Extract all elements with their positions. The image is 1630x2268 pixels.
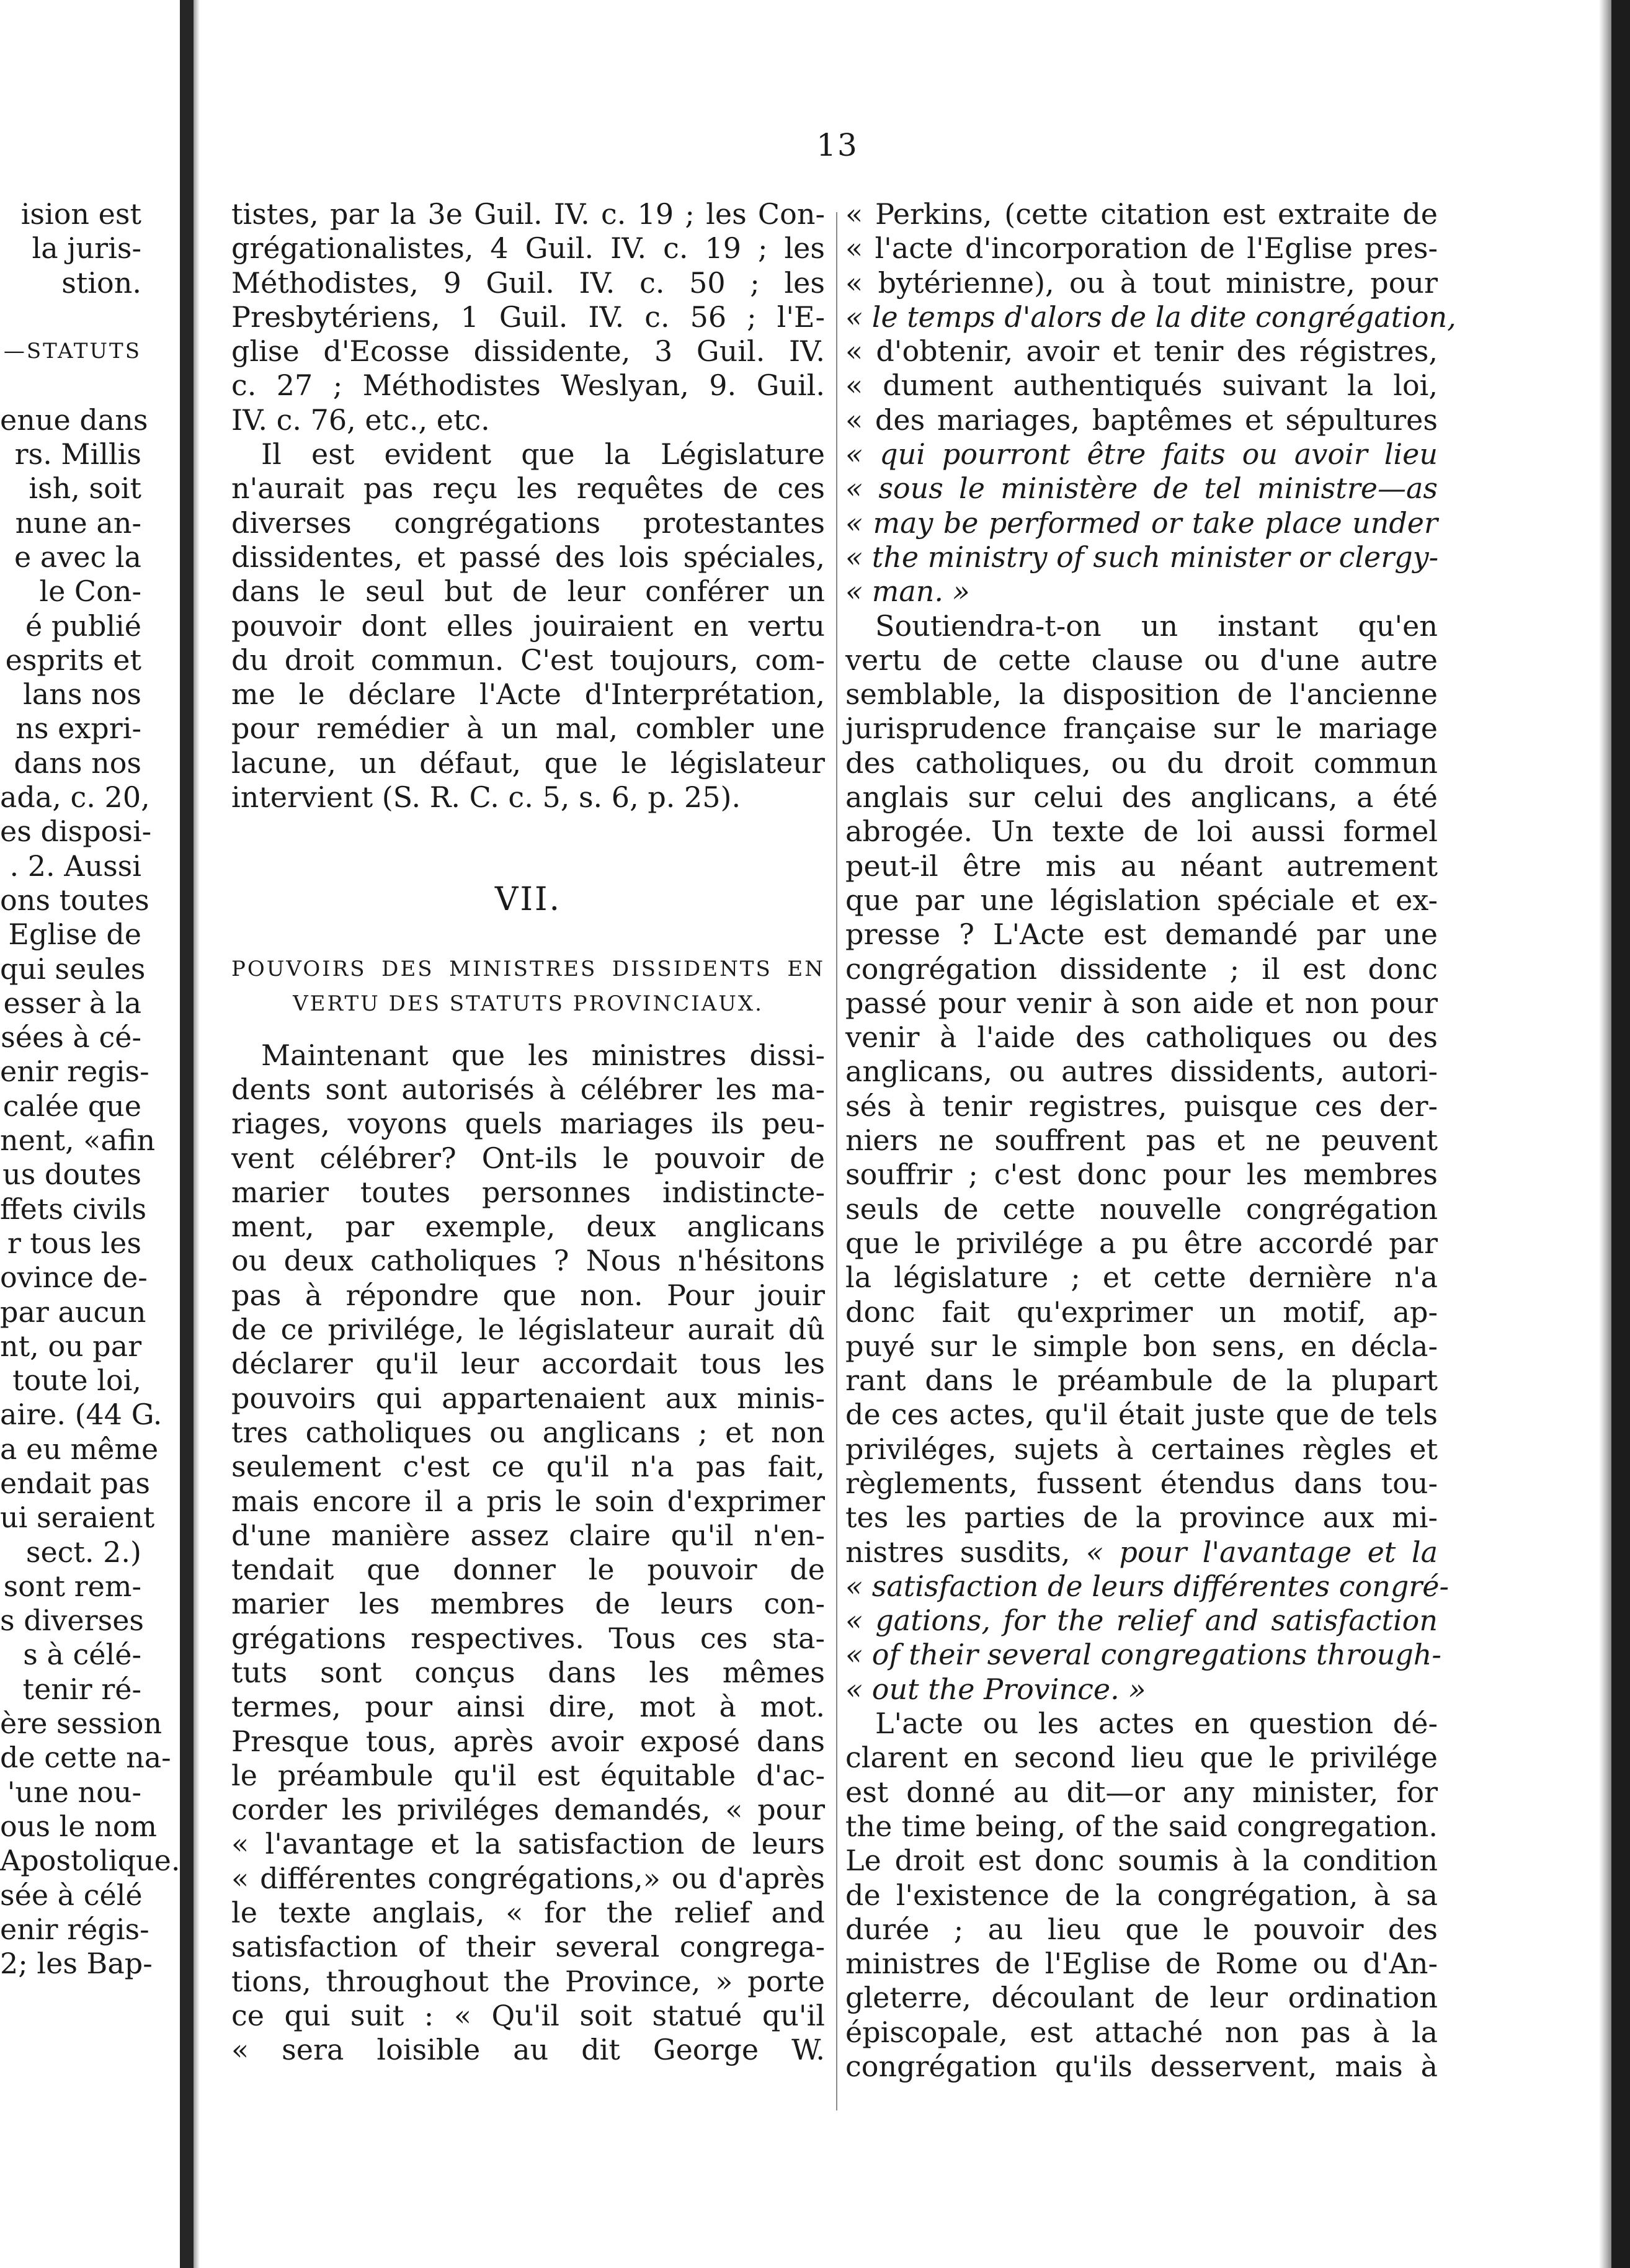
text-line: semblable, la disposition de l'ancienne xyxy=(845,677,1438,712)
text-line: passé pour venir à son aide et non pour xyxy=(845,986,1438,1020)
text-line: « des mariages, baptêmes et sépultures xyxy=(845,403,1438,437)
fragment-line: a eu même xyxy=(0,1432,159,1466)
text-line: Presque tous, après avoir exposé dans xyxy=(231,1724,825,1758)
fragment-line: par aucun xyxy=(0,1295,146,1329)
text-line: lacune, un défaut, que le législateur xyxy=(231,746,825,780)
page-right-edge xyxy=(1611,0,1630,2268)
fragment-line xyxy=(0,368,141,403)
text-line: épiscopale, est attaché non pas à la xyxy=(845,2015,1438,2049)
right-paragraph-3 xyxy=(845,1707,1438,2084)
right-column xyxy=(845,197,1456,2084)
fragment-line: nt, ou par xyxy=(0,1329,142,1363)
text-line: diverses congrégations protestantes xyxy=(231,506,825,540)
text-line: sés à tenir registres, puisque ces der- xyxy=(845,1089,1438,1123)
text-line: du droit commun. C'est toujours, com- xyxy=(231,643,825,677)
text-line: Le droit est donc soumis à la condition xyxy=(845,1844,1438,1878)
text-line: n'aurait pas reçu les requêtes de ces xyxy=(231,471,825,506)
fragment-line: toute loi, xyxy=(12,1364,141,1398)
text-line: pas à répondre que non. Pour jouir xyxy=(231,1278,825,1312)
text-line: Méthodistes, 9 Guil. IV. c. 50 ; les xyxy=(231,266,825,300)
text-line: congrégation qu'ils desservent, mais à xyxy=(845,2050,1438,2084)
text-line: « sera loisible au dit George W. xyxy=(231,2033,825,2067)
fragment-line: ns expri- xyxy=(16,712,141,746)
text-line: de ces actes, qu'il était juste que de tels xyxy=(845,1398,1438,1432)
text-line: « le temps d'alors de la dite congrégation, xyxy=(845,300,1456,334)
text-line: vertu de cette clause ou d'une autre xyxy=(845,643,1438,677)
fragment-line: . 2. Aussi xyxy=(9,849,141,883)
fragment-line: ons toutes xyxy=(0,883,149,917)
text-line: « bytérienne), ou à tout ministre, pour xyxy=(845,266,1438,300)
text-line: ministres de l'Eglise de Rome ou d'An- xyxy=(845,1947,1438,1981)
text-line: glise d'Ecosse dissidente, 3 Guil. IV. xyxy=(231,334,825,368)
text-line: souffrir ; c'est donc pour les membres xyxy=(845,1158,1438,1192)
text-line: ou deux catholiques ? Nous n'hésitons xyxy=(231,1244,825,1278)
text-line: « satisfaction de leurs différentes congré- xyxy=(845,1569,1450,1603)
text-line: durée ; au lieu que le pouvoir des xyxy=(845,1912,1438,1946)
text-line: dents sont autorisés à célébrer les ma- xyxy=(231,1072,825,1106)
fragment-line: le Con- xyxy=(39,574,141,609)
fragment-line: é publié xyxy=(25,609,141,643)
text-line: vent célébrer? Ont-ils le pouvoir de xyxy=(231,1141,825,1175)
right-paragraph-2-quote xyxy=(845,1535,1450,1707)
text-line: pouvoirs qui appartenaient aux minis- xyxy=(231,1381,825,1415)
fragment-line: sect. 2.) xyxy=(25,1535,141,1569)
fragment-line: ada, c. 20, xyxy=(0,780,150,815)
left-paragraph-2 xyxy=(231,437,825,815)
text-line: « dument authentiqués suivant la loi, xyxy=(845,368,1438,403)
text-line: seuls de cette nouvelle congrégation xyxy=(845,1192,1438,1226)
text-line: Presbytériens, 1 Guil. IV. c. 56 ; l'E- xyxy=(231,300,825,334)
text-line: « l'acte d'incorporation de l'Eglise pres- xyxy=(845,231,1438,266)
text-line: IV. c. 76, etc., etc. xyxy=(231,403,490,437)
text-line: puyé sur le simple bon sens, en décla- xyxy=(845,1329,1438,1363)
text-line: niers ne souffrent pas et ne peuvent xyxy=(845,1123,1438,1158)
fragment-line: sées à cé- xyxy=(1,1020,141,1055)
text-line: « qui pourront être faits ou avoir lieu xyxy=(845,437,1438,471)
text-line: seulement c'est ce qu'il n'a pas fait, xyxy=(231,1450,825,1484)
text-line: intervient (S. R. C. c. 5, s. 6, p. 25). xyxy=(231,780,741,815)
fragment-line: r tous les xyxy=(7,1226,141,1260)
text-line: gleterre, découlant de leur ordination xyxy=(845,1981,1438,2015)
fragment-line: ui seraient xyxy=(0,1501,155,1535)
text-line: tres catholiques ou anglicans ; et non xyxy=(231,1415,825,1449)
left-paragraph-1 xyxy=(231,197,825,437)
text-line: pouvoir dont elles jouiraient en vertu xyxy=(231,609,825,643)
text-line: clarent en second lieu que le privilége xyxy=(845,1741,1438,1775)
section-heading: POUVOIRS DES MINISTRES DISSIDENTS EN xyxy=(231,956,825,981)
fragment-line: ous le nom xyxy=(0,1809,158,1843)
fragment-line: qui seules xyxy=(0,952,146,986)
text-line: venir à l'aide des catholiques ou des xyxy=(845,1020,1438,1055)
left-paragraph-3 xyxy=(231,1038,825,2068)
text-line: donc fait qu'exprimer un motif, ap- xyxy=(845,1295,1438,1329)
fragment-line: calée que xyxy=(2,1089,141,1123)
fragment-line: es disposi- xyxy=(0,815,152,849)
text-line: de l'existence de la congrégation, à sa xyxy=(845,1878,1438,1912)
text-line: tions, throughout the Province, » porte xyxy=(231,1964,825,1998)
fragment-line: tenir ré- xyxy=(22,1672,141,1706)
text-line: ment, par exemple, deux anglicans xyxy=(231,1210,825,1244)
text-line: d'une manière assez claire qu'il n'en- xyxy=(231,1518,825,1552)
text-line: dans le seul but de leur conférer un xyxy=(231,574,825,609)
fragment-line: de cette na- xyxy=(0,1741,171,1775)
text-line: c. 27 ; Méthodistes Weslyan, 9. Guil. xyxy=(231,368,825,403)
text-line: jurisprudence française sur le mariage xyxy=(845,712,1438,746)
fragment-line xyxy=(0,300,141,334)
fragment-line: sont rem- xyxy=(3,1569,141,1603)
text-line: grégations respectives. Tous ces sta- xyxy=(231,1621,825,1655)
text-line: le texte anglais, « for the relief and xyxy=(231,1896,825,1930)
text-line: pour remédier à un mal, combler une xyxy=(231,712,825,746)
text-line: presse ? L'Acte est demandé par une xyxy=(845,917,1438,952)
text-line: « sous le ministère de tel ministre—as xyxy=(845,471,1438,506)
text-line: est donné au dit—or any minister, for xyxy=(845,1775,1438,1809)
fragment-line: ère session xyxy=(0,1707,163,1741)
text-line: nistres susdits, « pour l'avantage et la xyxy=(845,1535,1438,1569)
fragment-line: esser à la xyxy=(3,986,141,1020)
text-line: me le déclare l'Acte d'Interprétation, xyxy=(231,677,825,712)
fragment-line: Apostolique. xyxy=(0,1844,180,1878)
fragment-line: us doutes xyxy=(2,1158,141,1192)
text-line: tistes, par la 3e Guil. IV. c. 19 ; les Con- xyxy=(231,197,825,231)
text-line: anglais sur celui des anglicans, a été xyxy=(845,780,1438,815)
right-paragraph-2 xyxy=(845,609,1438,1535)
text-line: Il est evident que la Législature xyxy=(261,437,825,471)
text-line: marier toutes personnes indistincte- xyxy=(231,1175,825,1209)
text-line: mais encore il a pris le soin d'exprimer xyxy=(231,1484,825,1518)
text-line: règlements, fussent étendus dans tou- xyxy=(845,1466,1438,1500)
text-line: « Perkins, (cette citation est extraite de xyxy=(845,197,1438,231)
text-line: le préambule qu'il est équitable d'ac- xyxy=(231,1758,825,1792)
section-heading-continued: VERTU DES STATUTS PROVINCIAUX. xyxy=(293,991,764,1016)
book-gutter xyxy=(180,0,194,2268)
page-edge-shadow xyxy=(1599,0,1611,2268)
text-line: Soutiendra-t-on un instant qu'en xyxy=(875,609,1438,643)
text-line: satisfaction of their several congrega- xyxy=(231,1930,825,1964)
fragment-line: esprits et xyxy=(5,643,141,677)
page-number: 13 xyxy=(816,127,858,163)
text-line: que le privilége a pu être accordé par xyxy=(845,1226,1438,1260)
text-line: congrégation dissidente ; il est donc xyxy=(845,952,1438,986)
gutter-shadow xyxy=(194,0,200,2268)
fragment-line: la juris- xyxy=(32,231,141,266)
text-line: « the ministry of such minister or clergy- xyxy=(845,540,1439,574)
text-line: ce qui suit : « Qu'il soit statué qu'il xyxy=(231,1998,825,2032)
text-line: la législature ; et cette dernière n'a xyxy=(845,1261,1438,1295)
fragment-line: s diverses xyxy=(0,1604,145,1638)
text-line: abrogée. Un texte de loi aussi formel xyxy=(845,815,1438,849)
text-line: L'acte ou les actes en question dé- xyxy=(875,1707,1438,1741)
text-line: corder les priviléges demandés, « pour xyxy=(231,1793,825,1827)
fragment-line: nent, «afin xyxy=(0,1123,156,1158)
text-line: « l'avantage et la satisfaction de leurs xyxy=(231,1827,825,1861)
fragment-line: lans nos xyxy=(23,677,141,712)
text-line: de ce privilége, le législateur aurait dû xyxy=(231,1313,825,1347)
fragment-line: ish, soit xyxy=(29,471,141,506)
fragment-line: ffets civils xyxy=(0,1192,147,1226)
fragment-line: e avec la xyxy=(14,540,141,574)
text-line: tuts sont conçus dans les mêmes xyxy=(231,1655,825,1689)
text-line: anglicans, ou autres dissidents, autori- xyxy=(845,1055,1438,1089)
fragment-line: 'une nou- xyxy=(7,1775,141,1809)
text-line: « out the Province. » xyxy=(845,1672,1146,1706)
fragment-line: enue dans xyxy=(0,403,148,437)
text-line: termes, pour ainsi dire, mot à mot. xyxy=(231,1690,825,1724)
fragment-line: 2; les Bap- xyxy=(0,1947,153,1981)
fragment-line: aire. (44 G. xyxy=(0,1398,163,1432)
fragment-line: Eglise de xyxy=(8,917,141,952)
text-line: peut-il être mis au néant autrement xyxy=(845,849,1438,883)
previous-page-fragment xyxy=(0,197,180,1981)
left-column xyxy=(231,197,825,2068)
text-line: des catholiques, ou du droit commun xyxy=(845,746,1438,780)
section-number: VII. xyxy=(494,881,562,919)
text-line: dissidentes, et passé des lois spéciales, xyxy=(231,540,825,574)
text-line: rant dans le préambule de la plupart xyxy=(845,1364,1438,1398)
text-line: tendait que donner le pouvoir de xyxy=(231,1553,825,1587)
text-line: « différentes congrégations,» ou d'après xyxy=(231,1861,825,1895)
fragment-line: s à célé- xyxy=(23,1638,141,1672)
text-line: grégationalistes, 4 Guil. IV. c. 19 ; les xyxy=(231,231,825,266)
text-line: « man. » xyxy=(845,574,970,609)
text-line: « d'obtenir, avoir et tenir des régistres, xyxy=(845,334,1438,368)
fragment-line: enir régis- xyxy=(0,1912,149,1946)
text-line: tes les parties de la province aux mi- xyxy=(845,1501,1438,1535)
fragment-line: sée à célé xyxy=(0,1878,143,1912)
text-line: « gations, for the relief and satisfaction xyxy=(845,1604,1438,1638)
text-line: Maintenant que les ministres dissi- xyxy=(261,1038,825,1072)
text-line: « may be performed or take place under xyxy=(845,506,1438,540)
text-line: riages, voyons quels mariages ils peu- xyxy=(231,1107,825,1141)
fragment-line: enir regis- xyxy=(0,1055,149,1089)
fragment-line: ovince de- xyxy=(0,1261,148,1295)
text-line: que par une législation spéciale et ex- xyxy=(845,883,1438,917)
text-line: the time being, of the said congregation. xyxy=(845,1809,1438,1843)
text-line: priviléges, sujets à certaines règles et xyxy=(845,1432,1438,1466)
fragment-line: rs. Millis xyxy=(14,437,141,471)
text-line: déclarer qu'il leur accordait tous les xyxy=(231,1347,825,1381)
fragment-line: nune an- xyxy=(15,506,141,540)
fragment-line: stion. xyxy=(61,266,141,300)
fragment-line: dans nos xyxy=(14,746,141,780)
text-line: « of their several congregations through- xyxy=(845,1638,1441,1672)
fragment-line: —STATUTS xyxy=(3,339,141,364)
fragment-line: ision est xyxy=(20,197,141,231)
text-line: marier les membres de leurs con- xyxy=(231,1587,825,1621)
fragment-line: endait pas xyxy=(0,1466,151,1500)
right-paragraph-1 xyxy=(845,197,1456,609)
column-divider xyxy=(836,212,837,2110)
